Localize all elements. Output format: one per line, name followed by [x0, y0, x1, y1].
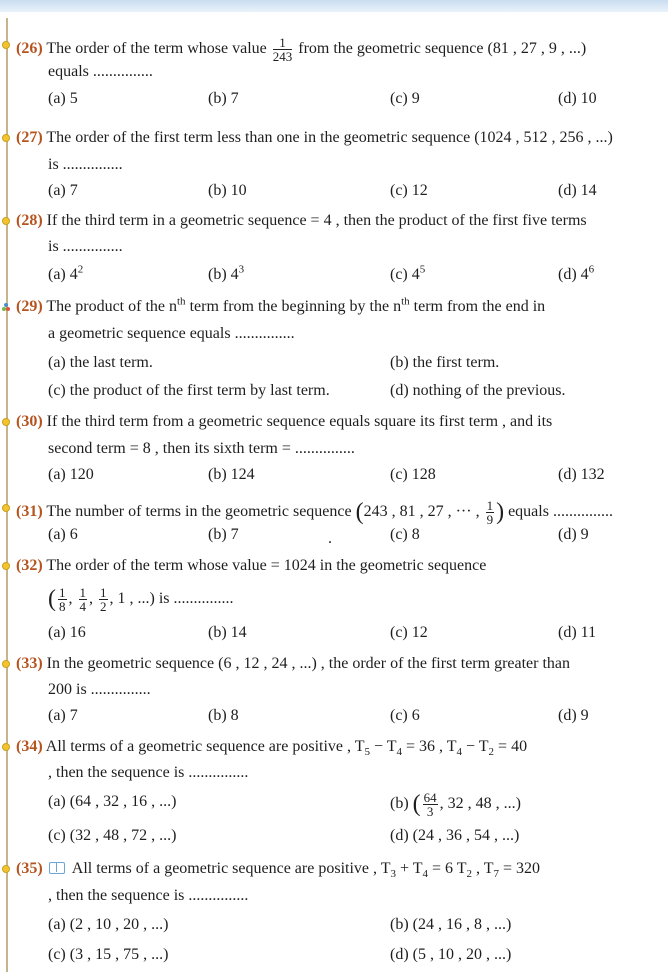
multi-dot-icon — [2, 303, 11, 312]
bullet-dot — [2, 660, 10, 668]
option-c[interactable]: (c) 6 — [390, 707, 420, 724]
question-text-line-2: second term = 8 , then its sixth term = ............... — [48, 440, 355, 457]
option-c[interactable]: (c) 12 — [390, 182, 428, 199]
question-text-line-1: (33) In the geometric sequence (6 , 12 , 24 , ...) , the order of the first term greater than — [16, 655, 571, 672]
book-icon — [49, 862, 65, 874]
option-a[interactable]: (a) 7 — [48, 707, 78, 724]
fraction: $\frac{1}{243}$ — [272, 35, 293, 64]
question-text-line-1: (34) All terms of a geometric sequence are positive , $T_5 - T_4 = 36$ , $T_4 - T_2 = 40$ — [16, 738, 528, 759]
option-d[interactable]: (d) $4^6$ — [558, 263, 595, 283]
bullet-dot — [2, 41, 10, 49]
margin-line — [6, 18, 8, 972]
bullet-dot — [2, 217, 10, 225]
option-d[interactable]: (d) (5 , 10 , 20 , ...) — [390, 946, 512, 963]
option-c[interactable]: (c) 8 — [390, 526, 420, 543]
option-c[interactable]: (c) 9 — [390, 90, 420, 107]
answer-blank: ............... — [90, 681, 151, 698]
answer-blank: ............... — [234, 325, 295, 342]
question-text-line-1: (27) The order of the first term less than one in the geometric sequence (1024 , 512 , 256 , ...) — [16, 129, 613, 146]
option-c[interactable]: (c) (32 , 48 , 72 , ...) — [48, 827, 177, 844]
question-text-line-2: 200 is ............... — [48, 681, 151, 698]
option-b[interactable]: (b) (24 , 16 , 8 , ...) — [390, 916, 512, 933]
fraction: $\frac{1}{9}$ — [486, 498, 494, 527]
question-text-line-1: (29) The product of the $n^{th}$ term from the beginning by the $n^{th}$ term from the end in — [16, 295, 546, 315]
fraction: $\frac{1}{2}$ — [100, 585, 107, 614]
option-d[interactable]: (d) 10 — [558, 90, 597, 107]
question-text-line-2: is ............... — [48, 156, 123, 173]
option-b[interactable]: (b) 7 — [208, 90, 239, 107]
answer-blank: ............... — [173, 590, 234, 608]
header-band — [0, 0, 668, 12]
option-a[interactable]: (a) (2 , 10 , 20 , ...) — [48, 916, 169, 933]
option-b[interactable]: (b) 10 — [208, 182, 247, 199]
option-a[interactable]: (a) 16 — [48, 624, 86, 641]
question-text-line-1: (30) If the third term from a geometric sequence equals square its first term , and its — [16, 413, 553, 430]
question-text-line-2: ( $\frac{1}{8}$ , $\frac{1}{4}$ , $\frac{1}{2}$ , 1 , ...) is ............... — [48, 585, 234, 614]
option-a[interactable]: (a) the last term. — [48, 354, 153, 371]
question-text-line-2: equals ............... — [48, 63, 153, 80]
option-a[interactable]: (a) 120 — [48, 466, 94, 483]
option-c[interactable]: (c) (3 , 15 , 75 , ...) — [48, 946, 169, 963]
question-text-line-2: is ............... — [48, 238, 123, 255]
answer-blank: ............... — [62, 238, 123, 255]
question-text-line-1: (35) All terms of a geometric sequence are positive , $T_3 + T_4 = 6$ $T_2$ , $T_7 = 320$ — [16, 860, 541, 881]
bullet-dot — [2, 562, 10, 570]
equation: $T_5 - T_4 = 36$ , $T_4 - T_2 = 40$ — [354, 738, 528, 759]
bullet-dot — [2, 418, 10, 426]
bullet-dot — [2, 865, 10, 873]
option-d[interactable]: (d) 11 — [558, 624, 597, 641]
bullet-dot — [2, 504, 10, 512]
option-c[interactable]: (c) 128 — [390, 466, 436, 483]
answer-blank: ............... — [188, 764, 249, 781]
answer-blank: ............... — [92, 63, 153, 80]
option-d[interactable]: (d) 132 — [558, 466, 605, 483]
option-a[interactable]: (a) 6 — [48, 526, 78, 543]
option-a[interactable]: (a) 7 — [48, 182, 78, 199]
option-d[interactable]: (d) 9 — [558, 707, 589, 724]
option-b[interactable]: (b) the first term. — [390, 354, 500, 371]
answer-blank: ............... — [294, 440, 355, 457]
answer-blank: ............... — [552, 503, 613, 521]
option-a[interactable]: (a) (64 , 32 , 16 , ...) — [48, 793, 177, 810]
question-text-line-1: (31) The number of terms in the geometric sequence (243 , 81 , 27 , ··· , $\frac{1}{9}$ ) equals ............... — [16, 498, 613, 527]
fraction: $\frac{64}{3}$ — [423, 790, 437, 819]
answer-blank: ............... — [188, 887, 249, 904]
answer-blank: ............... — [62, 156, 123, 173]
bullet-dot — [2, 743, 10, 751]
stray-mark: . — [328, 530, 332, 547]
question-text-line-1: (32) The order of the term whose value = 1024 in the geometric sequence — [16, 557, 487, 574]
question-text-line-2: , then the sequence is ............... — [48, 887, 249, 904]
option-b[interactable]: (b) 14 — [208, 624, 247, 641]
option-d[interactable]: (d) 9 — [558, 526, 589, 543]
question-text-line-2: , then the sequence is ............... — [48, 764, 249, 781]
option-b[interactable]: (b) 8 — [208, 707, 239, 724]
question-text-line-2: a geometric sequence equals ............... — [48, 325, 295, 342]
option-a[interactable]: (a) 5 — [48, 90, 78, 107]
option-c[interactable]: (c) $4^5$ — [390, 263, 426, 283]
option-b[interactable]: (b) 124 — [208, 466, 255, 483]
bullet-dot — [2, 134, 10, 142]
option-c[interactable]: (c) 12 — [390, 624, 428, 641]
option-c[interactable]: (c) the product of the first term by last term. — [48, 382, 330, 399]
option-a[interactable]: (a) $4^2$ — [48, 263, 84, 283]
option-d[interactable]: (d) (24 , 36 , 54 , ...) — [390, 827, 520, 844]
option-b[interactable]: (b) 7 — [208, 526, 239, 543]
question-text-line-1: (26) The order of the term whose value $\frac{1}{243}$ from the geometric sequence (81 , 27 , 9 , ...) — [16, 35, 587, 64]
option-b[interactable]: (b) ( $\frac{64}{3}$ , 32 , 48 , ...) — [390, 790, 521, 819]
fraction: $\frac{1}{4}$ — [79, 585, 86, 614]
option-b[interactable]: (b) $4^3$ — [208, 263, 245, 283]
option-d[interactable]: (d) 14 — [558, 182, 597, 199]
fraction: $\frac{1}{8}$ — [59, 585, 66, 614]
equation: $T_3 + T_4 = 6$ $T_2$ , $T_7 = 320$ — [380, 860, 541, 881]
option-d[interactable]: (d) nothing of the previous. — [390, 382, 566, 399]
question-text-line-1: (28) If the third term in a geometric sequence = 4 , then the product of the first five terms — [16, 212, 587, 229]
